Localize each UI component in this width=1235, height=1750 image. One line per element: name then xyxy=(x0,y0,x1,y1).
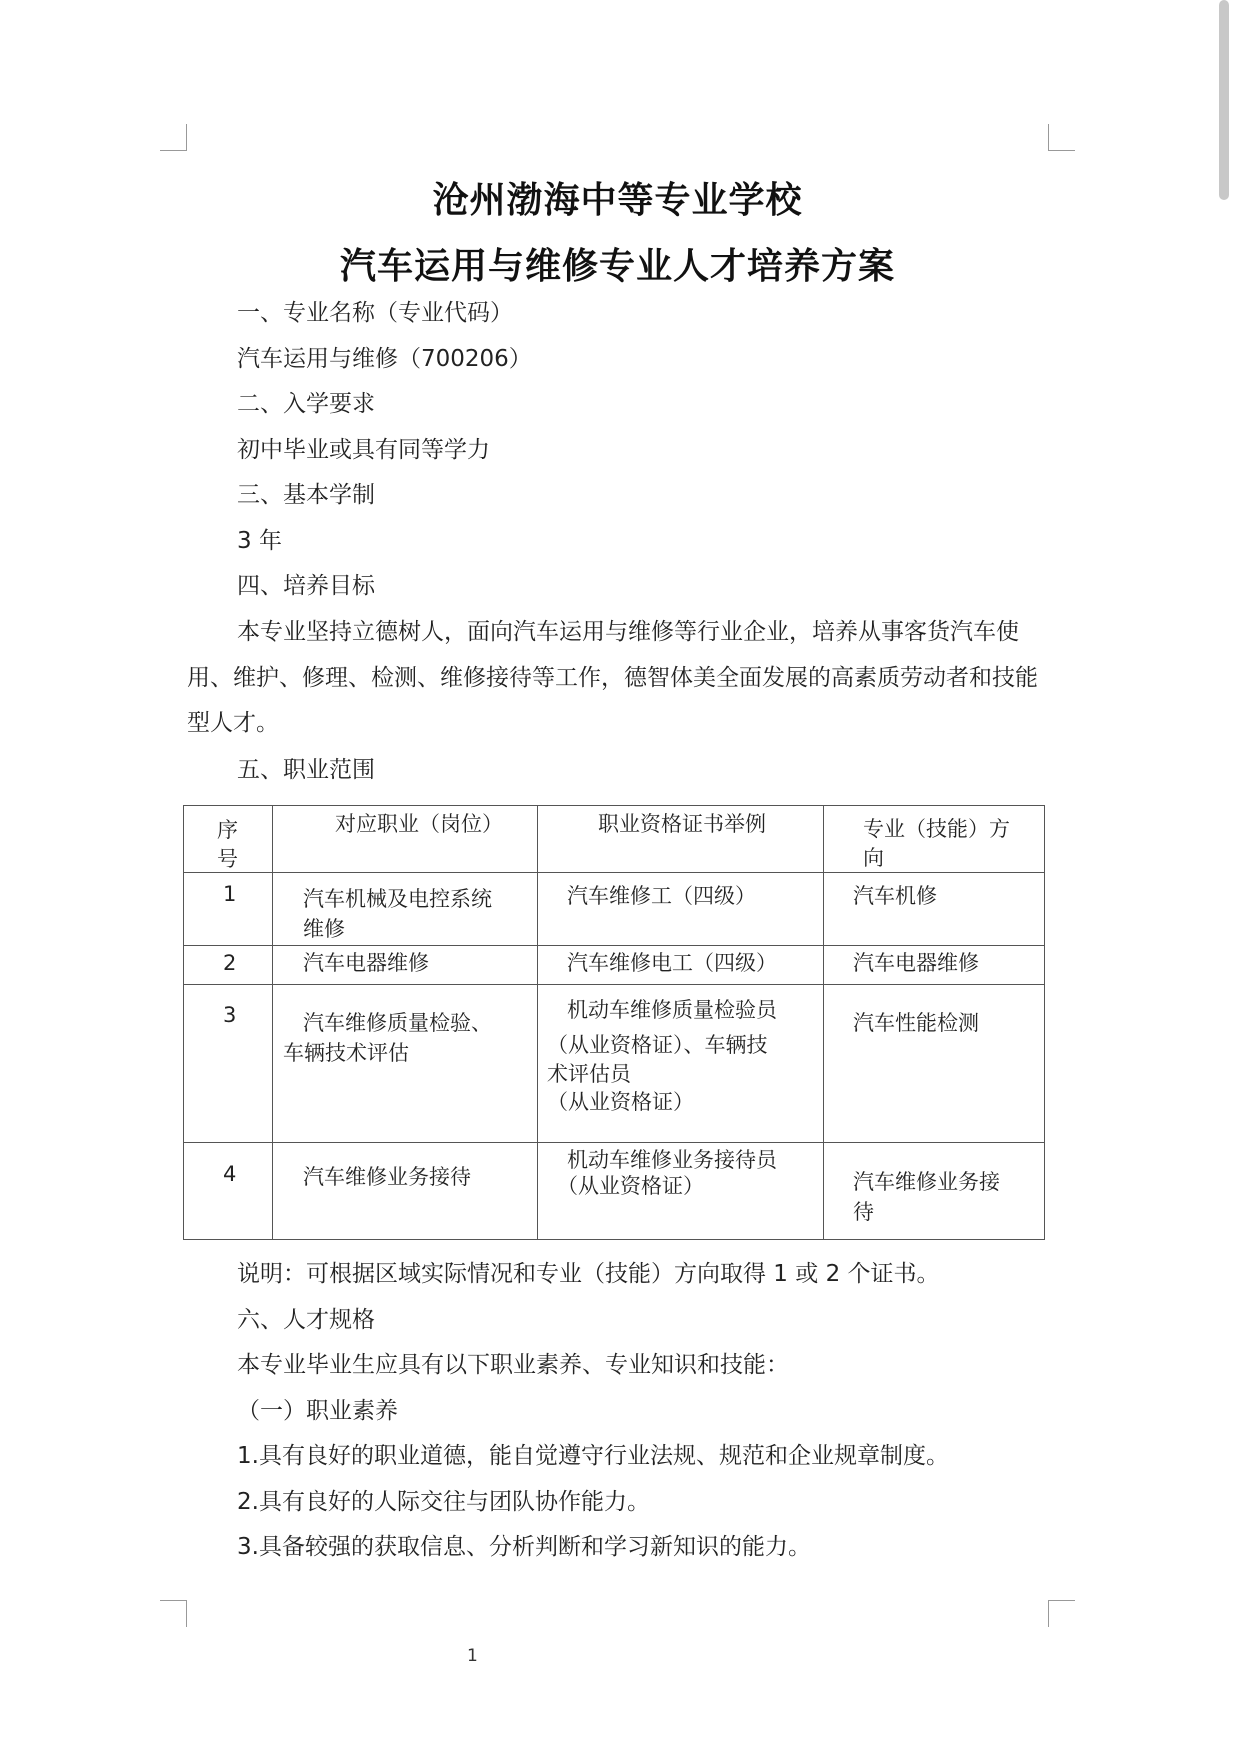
career-scope-table xyxy=(183,805,1045,1240)
page-number: 1 xyxy=(467,1646,478,1666)
list-item: 2.具有良好的人际交往与团队协作能力。 xyxy=(237,1489,650,1515)
row2-job: 汽车电器维修 xyxy=(303,951,429,975)
crop-mark-top-right xyxy=(1048,124,1075,151)
section-heading-major-name: 一、专业名称（专业代码） xyxy=(237,300,513,326)
subsection-heading-professionalism: （一）职业素养 xyxy=(237,1398,398,1424)
row3-cert-line1: 机动车维修质量检验员 xyxy=(567,998,777,1022)
row2-no: 2 xyxy=(223,951,237,975)
major-name-text: 汽车运用与维修（700206） xyxy=(237,346,532,372)
row3-cert-line4: （从业资格证） xyxy=(547,1090,694,1114)
row4-direction-line1: 汽车维修业务接 xyxy=(853,1170,1000,1194)
row1-cert: 汽车维修工（四级） xyxy=(567,884,756,908)
admission-text: 初中毕业或具有同等学力 xyxy=(237,437,490,463)
section-heading-career-scope: 五、职业范围 xyxy=(237,757,375,783)
row3-job-line1: 汽车维修质量检验、 xyxy=(303,1011,492,1035)
section-heading-objective: 四、培养目标 xyxy=(237,573,375,599)
row3-cert-line2: （从业资格证）、车辆技 xyxy=(547,1033,768,1057)
plan-title: 汽车运用与维修专业人才培养方案 xyxy=(339,246,895,287)
row3-cert-line3: 术评估员 xyxy=(547,1062,631,1086)
header-no-line1: 序 xyxy=(217,818,238,842)
row4-no: 4 xyxy=(223,1162,237,1186)
header-direction-line2: 向 xyxy=(863,846,884,870)
objective-text: 本专业坚持立德树人，面向汽车运用与维修等行业企业，培养从事客货汽车使用、维护、修理、检测、维修接待等工作，德智体美全面发展的高素质劳动者和技能型人才。 xyxy=(187,619,1038,736)
list-item: 1.具有良好的职业道德，能自觉遵守行业法规、规范和企业规章制度。 xyxy=(237,1443,949,1469)
row2-direction: 汽车电器维修 xyxy=(853,951,979,975)
list-item: 3.具备较强的获取信息、分析判断和学习新知识的能力。 xyxy=(237,1534,811,1560)
row4-direction-line2: 待 xyxy=(853,1200,874,1224)
school-title: 沧州渤海中等专业学校 xyxy=(432,180,803,221)
crop-mark-top-left xyxy=(160,124,187,151)
section-heading-duration: 三、基本学制 xyxy=(237,482,375,508)
row2-cert: 汽车维修电工（四级） xyxy=(567,951,777,975)
row1-job-line1: 汽车机械及电控系统 xyxy=(303,887,492,911)
certificate-note: 说明：可根据区域实际情况和专业（技能）方向取得 1 或 2 个证书。 xyxy=(237,1261,940,1287)
row4-cert-line2: （从业资格证） xyxy=(557,1174,704,1198)
row4-job: 汽车维修业务接待 xyxy=(303,1165,471,1189)
scrollbar-thumb[interactable] xyxy=(1219,0,1229,200)
crop-mark-bottom-right xyxy=(1048,1600,1075,1627)
row3-job-line2: 车辆技术评估 xyxy=(283,1041,409,1065)
section-heading-admission: 二、入学要求 xyxy=(237,391,375,417)
duration-text: 3 年 xyxy=(237,528,282,554)
row3-direction: 汽车性能检测 xyxy=(853,1011,979,1035)
objective-paragraph xyxy=(187,610,1057,747)
row1-no: 1 xyxy=(223,882,237,906)
header-direction-line1: 专业（技能）方 xyxy=(863,817,1010,841)
row1-direction: 汽车机修 xyxy=(853,884,937,908)
row4-cert-line1: 机动车维修业务接待员 xyxy=(567,1148,777,1172)
talent-specs-intro: 本专业毕业生应具有以下职业素养、专业知识和技能： xyxy=(237,1352,789,1378)
crop-mark-bottom-left xyxy=(160,1600,187,1627)
row3-no: 3 xyxy=(223,1003,237,1027)
header-cert: 职业资格证书举例 xyxy=(598,812,766,836)
section-heading-talent-specs: 六、人才规格 xyxy=(237,1307,375,1333)
row1-job-line2: 维修 xyxy=(303,917,345,941)
header-job: 对应职业（岗位） xyxy=(335,812,503,836)
header-no-line2: 号 xyxy=(217,847,238,871)
